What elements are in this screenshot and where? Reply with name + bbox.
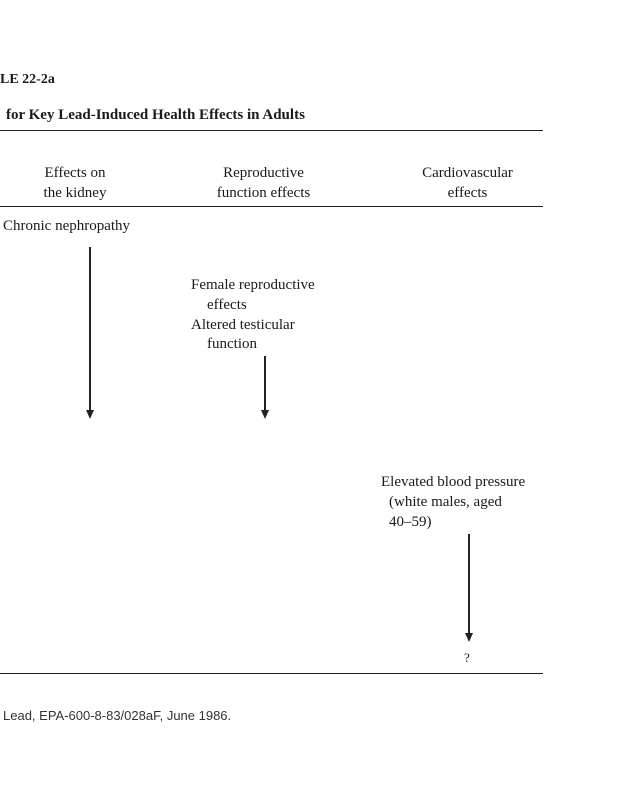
column-header-kidney [15, 163, 135, 203]
cardiovascular-question-mark: ? [464, 650, 470, 665]
column-header-cardiovascular [400, 163, 535, 203]
column-header-kidney-line1: Effects on [44, 165, 106, 181]
reproductive-entry-2-cont: function [207, 336, 257, 352]
cardiovascular-entry-cont-2: 40–59) [389, 514, 432, 530]
column-header-kidney-line2: the kidney [43, 185, 107, 201]
header-rule [0, 206, 543, 207]
bottom-rule [0, 673, 543, 674]
table-label: LE 22-2a [0, 72, 55, 87]
column-header-reproductive-line1: Reproductive [223, 165, 304, 181]
kidney-down-arrow [86, 247, 94, 419]
top-rule [0, 130, 543, 131]
column-header-cardiovascular-line1: Cardiovascular [422, 165, 513, 181]
column-header-reproductive [196, 163, 331, 203]
table-title: for Key Lead-Induced Health Effects in Adults [6, 107, 305, 123]
column-header-reproductive-line2: function effects [216, 185, 311, 201]
reproductive-down-arrow [261, 356, 269, 419]
kidney-entry: Chronic nephropathy [3, 218, 131, 234]
cardiovascular-down-arrow [465, 534, 473, 642]
reproductive-entry-2: Altered testicular [191, 317, 295, 333]
reproductive-entry-1-cont: effects [207, 297, 247, 313]
cardiovascular-entry-cont-1: (white males, aged [389, 494, 502, 510]
reproductive-entry-1: Female reproductive [191, 277, 315, 293]
cardiovascular-entry: Elevated blood pressure [381, 474, 526, 490]
column-header-cardiovascular-line2: effects [447, 185, 488, 201]
source-footnote: Lead, EPA-600-8-83/028aF, June 1986. [3, 708, 232, 723]
